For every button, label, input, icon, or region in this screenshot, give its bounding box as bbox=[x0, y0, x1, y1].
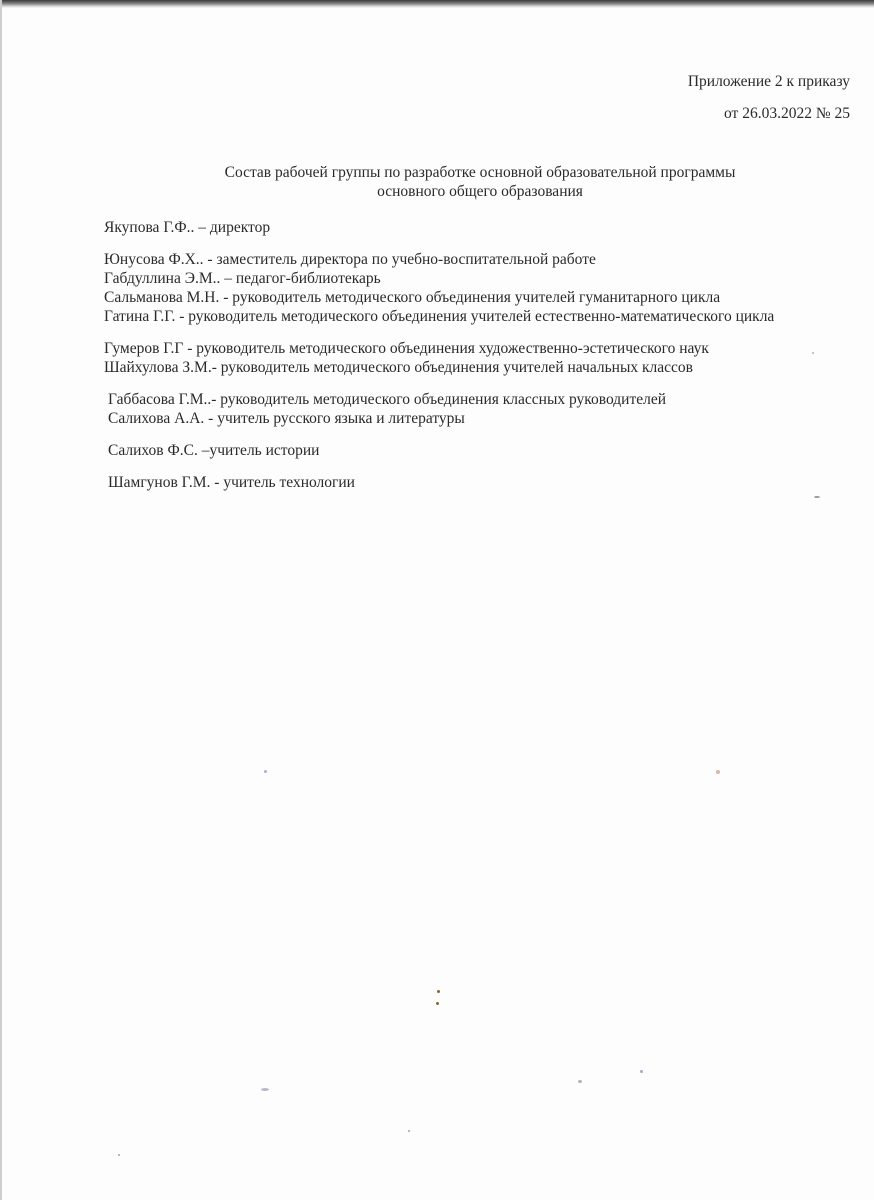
member-item: Гатина Г.Г. - руководитель методического объединения учителей естественно-математического цикла bbox=[104, 308, 775, 325]
member-item: Юнусова Ф.Х.. - заместитель директора по учебно-воспитательной работе bbox=[104, 251, 596, 268]
scan-speck bbox=[716, 770, 720, 774]
scan-speck bbox=[261, 1088, 269, 1091]
title-line-1: Состав рабочей группы по разработке основной образовательной программы bbox=[224, 164, 736, 181]
working-group-list bbox=[104, 218, 824, 492]
scan-speck bbox=[640, 1070, 643, 1073]
member-item: Сальманова М.Н. - руководитель методического объединения учителей гуманитарного цикла bbox=[104, 289, 721, 306]
scan-speck bbox=[118, 1154, 120, 1156]
member-item: Салихов Ф.С. –учитель истории bbox=[108, 442, 320, 459]
scan-left-edge bbox=[0, 0, 2, 1200]
order-reference bbox=[688, 66, 850, 130]
member-item: Габдуллина Э.М.. – педагог-библиотекарь bbox=[104, 270, 381, 287]
scan-speck bbox=[814, 496, 820, 498]
member-item: Шамгунов Г.М. - учитель технологии bbox=[108, 474, 355, 491]
scan-speck bbox=[264, 770, 267, 773]
member-item: Габбасова Г.М..- руководитель методического объединения классных руководителей bbox=[108, 391, 667, 408]
scan-speck bbox=[812, 352, 814, 354]
member-item: Салихова А.А. - учитель русского языка и литературы bbox=[108, 410, 465, 427]
member-item: Гумеров Г.Г - руководитель методического объединения художественно-эстетического наук bbox=[104, 340, 709, 357]
member-item: Шайхулова З.М.- руководитель методического объединения учителей начальных классов bbox=[104, 359, 693, 376]
document-title bbox=[120, 163, 840, 201]
scan-speck bbox=[437, 990, 440, 993]
appendix-label: Приложение 2 к приказу bbox=[687, 73, 850, 90]
order-date-number: от 26.03.2022 № 25 bbox=[724, 105, 850, 122]
scan-speck bbox=[578, 1080, 582, 1083]
scan-top-edge bbox=[0, 0, 874, 8]
title-line-2: основного общего образования bbox=[377, 183, 583, 200]
scan-speck bbox=[436, 1002, 439, 1005]
scan-speck bbox=[408, 1130, 410, 1132]
member-item: Якупова Г.Ф.. – директор bbox=[104, 219, 271, 236]
